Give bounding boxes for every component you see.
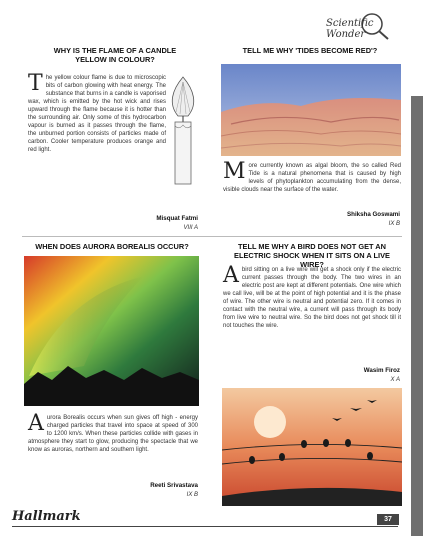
bird-title: TELL ME WHY A BIRD DOES NOT GET AN ELECTRIC SHOCK WHEN IT SITS ON A LIVE WIRE? [234,242,390,269]
footer-logo: Hallmark [12,509,81,524]
candle-illustration [166,72,200,188]
magazine-logo [322,8,398,42]
aurora-author: Reeti Srivastava [150,482,198,489]
candle-dropcap: T [28,71,43,96]
bird-grade: X A [390,377,400,383]
page-number: 37 [377,514,399,525]
section-divider [22,236,402,237]
aurora-grade: IX B [186,492,198,498]
tides-grade: IX B [388,221,400,227]
tides-author: Shiksha Goswami [347,211,400,218]
tides-dropcap: M [223,159,246,184]
tides-body [223,159,401,194]
bird-body [223,263,401,330]
logo-text: Scientific Wonder [326,18,374,40]
birds-on-wire-illustration [222,388,402,506]
aurora-illustration [24,256,199,406]
tides-text: ore currently known as algal bloom, the so called Red Tide is a natural phenomena that is caused by high levels of phytoplankton accumulating from the dense, visible clouds near the surface of the water. [223,163,401,193]
footer-rule [12,526,398,527]
bird-dropcap: A [223,263,239,288]
bird-text: bird sitting on a live wire will get a shock only if the electric current passes through the body. The two wires in an electric post are kept at different potentials. One wire which we call live, will be at the point of high potential and it is the phase of wire. The other wire is neutral and potential zero. If it comes in contact with the neutral wire, a current will pass through its body from live wire to neutral wire. So the bird does not get shock till it not touches the wire. [223,267,401,329]
aurora-dropcap: A [28,411,44,436]
red-tide-illustration [221,64,401,156]
candle-title: WHY IS THE FLAME OF A CANDLE YELLOW IN COLOUR? [53,46,177,64]
aurora-body [28,411,198,454]
candle-body [28,71,166,154]
candle-grade: VIII A [183,225,198,231]
aurora-title: WHEN DOES AURORA BOREALIS OCCUR? [35,242,189,251]
candle-author: Misquat Fatmi [156,215,198,222]
bird-author: Wasim Firoz [363,367,400,374]
aurora-text: urora Borealis occurs when sun gives off high - energy charged particles that travel into space at speed of 300 to 1200 km/s. When these particles collide with gases in atmosphere they start to glow, producing the spectacle that we know as auroras, northern and southern light. [28,415,198,453]
tides-title: TELL ME WHY 'TIDES BECOME RED'? [242,46,378,55]
side-tab [411,96,423,536]
candle-text: he yellow colour flame is due to microscopic bits of carbon glowing with heat energy. The substance that burns in a candle is vaporised wax, which is emitted by the hot wick and rises upward through the flame because it is hotter than the surrounding air. Only some of this hydrocarbon vapour is burned as it passes through the flame, the unburned portion consists of particles made of carbon. Cooler temperature produces orange and red light. [28,75,166,153]
